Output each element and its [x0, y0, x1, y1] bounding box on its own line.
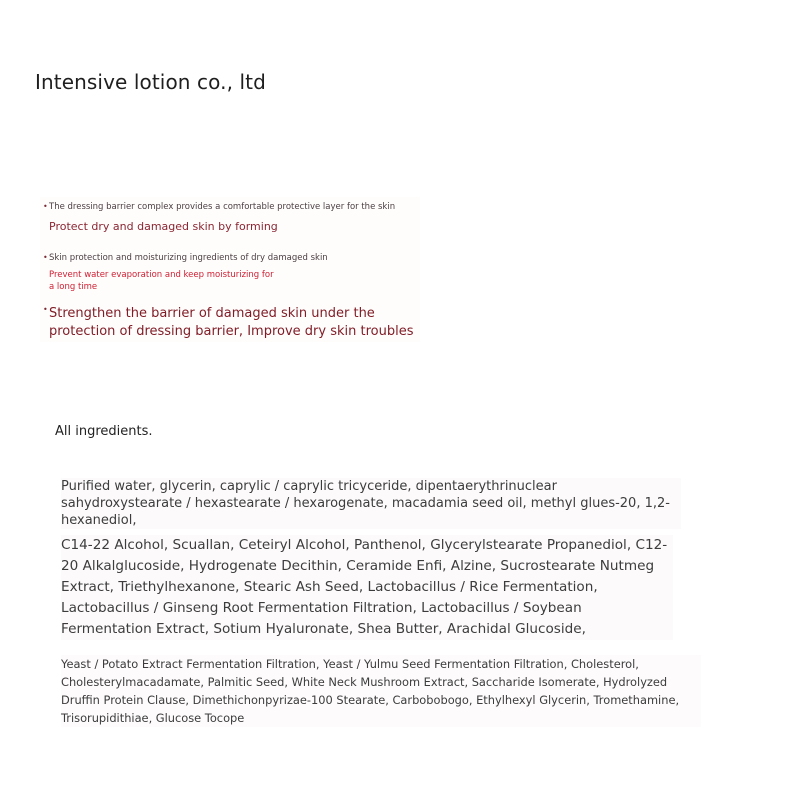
feature-heading: Skin protection and moisturizing ingredients of dry damaged skin	[49, 253, 328, 263]
feature-detail: Strengthen the barrier of damaged skin under the protection of dressing barrier, Improve dry skin troubles	[49, 306, 414, 339]
ingredients-paragraph: Purified water, glycerin, caprylic / caprylic tricyceride, dipentaerythrinuclear sahydroxystearate / hexastearate / hexarogenate, macadamia seed oil, methyl glues-20, 1,2-hexanediol,	[61, 478, 681, 529]
feature-section	[40, 197, 430, 347]
bullet-icon: •	[43, 253, 48, 262]
feature-detail: Protect dry and damaged skin by forming	[49, 220, 278, 233]
feature-heading: The dressing barrier complex provides a comfortable protective layer for the skin	[49, 202, 396, 212]
bullet-icon: •	[43, 305, 48, 314]
company-title: Intensive lotion co., ltd	[35, 70, 266, 94]
bullet-icon: •	[43, 202, 48, 211]
ingredients-title: All ingredients.	[55, 424, 153, 439]
ingredients-paragraph: C14-22 Alcohol, Scuallan, Ceteiryl Alcohol, Panthenol, Glycerylstearate Propanediol, C12-20 Alkalglucoside, Hydrogenate Decithin, Ceramide Enfi, Alzine, Sucrostearate Nutmeg Extract, Triethylhexanone, Stearic Ash Seed, Lactobacillus / Rice Fermentation, Lactobacillus / Ginseng Root Fermentation Filtration, Lactobacillus / Soybean Fermentation Extract, Sotium Hyaluronate, Shea Butter, Arachidal Glucoside,	[61, 535, 673, 640]
feature-detail: Prevent water evaporation and keep moisturizing for a long time	[49, 270, 274, 292]
ingredients-paragraph: Yeast / Potato Extract Fermentation Filtration, Yeast / Yulmu Seed Fermentation Filtration, Cholesterol, Cholesterylmacadamate, Palmitic Seed, White Neck Mushroom Extract, Saccharide Isomerate, Hydrolyzed Druffin Protein Clause, Dimethichonpyrizae-100 Stearate, Carbobobogo, Ethylhexyl Glycerin, Tromethamine, Trisorupidithiae, Glucose Tocope	[61, 655, 701, 727]
